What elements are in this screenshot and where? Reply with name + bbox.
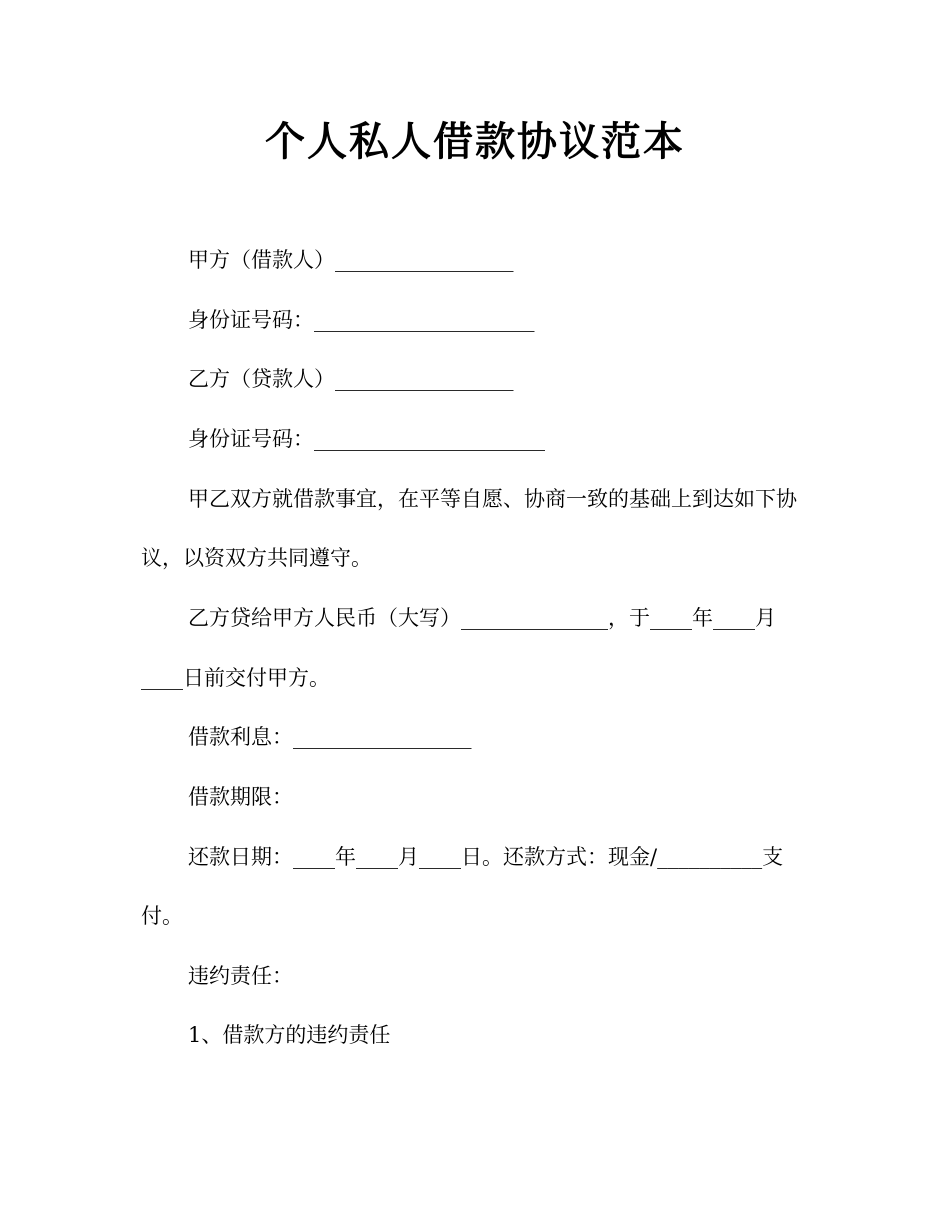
breach-liability-heading: 违约责任：	[188, 964, 293, 988]
borrower-breach-liability-item: 1、借款方的违约责任	[188, 1023, 391, 1047]
party-b-id-line: 身份证号码：______________________	[188, 427, 545, 451]
loan-term-line: 借款期限：	[188, 785, 293, 809]
agreement-intro-line-2: 议，以资双方共同遵守。	[141, 546, 372, 570]
party-a-id-line: 身份证号码：_____________________	[188, 308, 535, 332]
loan-interest-line: 借款利息：_________________	[188, 725, 472, 749]
repayment-date-line-2: 付。	[141, 904, 183, 928]
document-title: 个人私人借款协议范本	[265, 118, 685, 165]
loan-amount-line-2: ____日前交付甲方。	[141, 666, 330, 690]
party-a-borrower-line: 甲方（借款人）_________________	[188, 248, 514, 272]
loan-amount-line-1: 乙方贷给甲方人民币（大写）______________，于____年____月	[188, 606, 776, 630]
party-b-lender-line: 乙方（贷款人）_________________	[188, 367, 514, 391]
agreement-intro-line-1: 甲乙双方就借款事宜，在平等自愿、协商一致的基础上到达如下协	[188, 487, 797, 511]
repayment-date-line-1: 还款日期：____年____月____日。还款方式：现金/__________支	[188, 845, 784, 869]
